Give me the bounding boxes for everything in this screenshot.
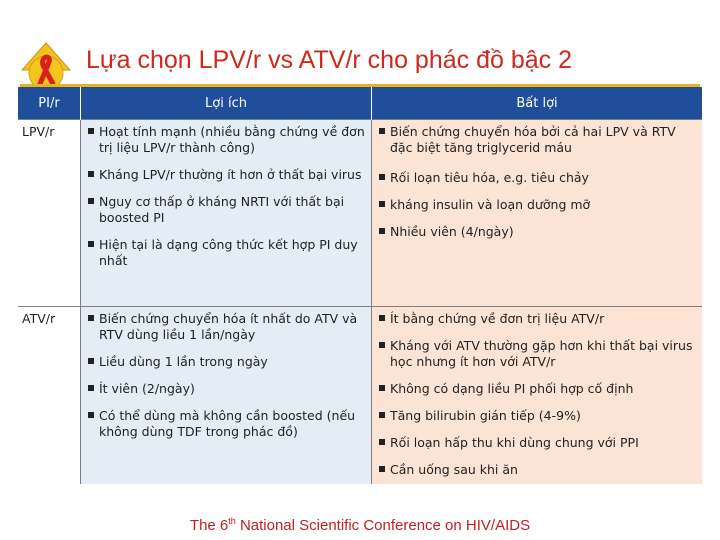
comparison-table <box>18 87 702 484</box>
bullet-icon <box>379 315 385 321</box>
bullet-icon <box>88 315 94 321</box>
bullet-icon <box>88 385 94 391</box>
disadvantages-cell <box>372 120 703 307</box>
list-item: Tăng bilirubin gián tiếp (4-9%) <box>376 408 698 424</box>
disadvantages-cell <box>372 307 703 485</box>
list-item: Cần uống sau khi ăn <box>376 462 698 478</box>
bullet-icon <box>379 342 385 348</box>
pi-cell: LPV/r <box>18 120 81 307</box>
bullet-icon <box>379 412 385 418</box>
list-item: kháng insulin và loạn dưỡng mỡ <box>376 197 698 213</box>
bullet-icon <box>379 174 385 180</box>
list-item: Liều dùng 1 lần trong ngày <box>85 354 367 370</box>
bullet-icon <box>88 128 94 134</box>
pi-cell: ATV/r <box>18 307 81 485</box>
list-item: Kháng LPV/r thường ít hơn ở thất bại virus <box>85 167 367 183</box>
bullet-icon <box>379 201 385 207</box>
list-item: Ít bằng chứng về đơn trị liệu ATV/r <box>376 311 698 327</box>
table-header-row <box>18 87 702 120</box>
bullet-icon <box>88 171 94 177</box>
list-item: Không có dạng liều PI phối hợp cố định <box>376 381 698 397</box>
bullet-icon <box>88 198 94 204</box>
bullet-icon <box>88 412 94 418</box>
list-item: Có thể dùng mà không cần boosted (nếu không dùng TDF trong phác đồ) <box>85 408 367 440</box>
bullet-icon <box>379 466 385 472</box>
bullet-icon <box>379 228 385 234</box>
header-advantages: Lợi ích <box>81 87 372 120</box>
list-item: Biến chứng chuyển hóa bởi cả hai LPV và RTV đặc biệt tăng triglycerid máu <box>376 124 698 156</box>
list-item: Ít viên (2/ngày) <box>85 381 367 397</box>
list-item: Hiện tại là dạng công thức kết hợp PI duy nhất <box>85 237 367 269</box>
list-item: Nhiều viên (4/ngày) <box>376 224 698 240</box>
list-item: Biến chứng chuyển hóa ít nhất do ATV và RTV dùng liều 1 lần/ngày <box>85 311 367 343</box>
list-item: Kháng với ATV thường gặp hơn khi thất bại virus học nhưng ít hơn với ATV/r <box>376 338 698 370</box>
advantages-cell <box>81 120 372 307</box>
header-pi: PI/r <box>18 87 81 120</box>
bullet-icon <box>88 241 94 247</box>
bullet-icon <box>379 385 385 391</box>
list-item: Nguy cơ thấp ở kháng NRTI với thất bại boosted PI <box>85 194 367 226</box>
bullet-icon <box>88 358 94 364</box>
conference-footer: The 6th National Scientific Conference on HIV/AIDS <box>189 516 531 534</box>
bullet-icon <box>379 439 385 445</box>
header-disadvantages: Bất lợi <box>372 87 703 120</box>
bullet-icon <box>379 128 385 134</box>
table-row <box>18 120 702 307</box>
page-title: Lựa chọn LPV/r vs ATV/r cho phác đồ bậc 2 <box>86 46 572 74</box>
list-item: Rối loạn hấp thu khi dùng chung với PPI <box>376 435 698 451</box>
advantages-cell <box>81 307 372 485</box>
table-row <box>18 307 702 485</box>
list-item: Rối loạn tiêu hóa, e.g. tiêu chảy <box>376 170 698 186</box>
list-item: Hoạt tính mạnh (nhiều bằng chứng về đơn trị liệu LPV/r thành công) <box>85 124 367 156</box>
